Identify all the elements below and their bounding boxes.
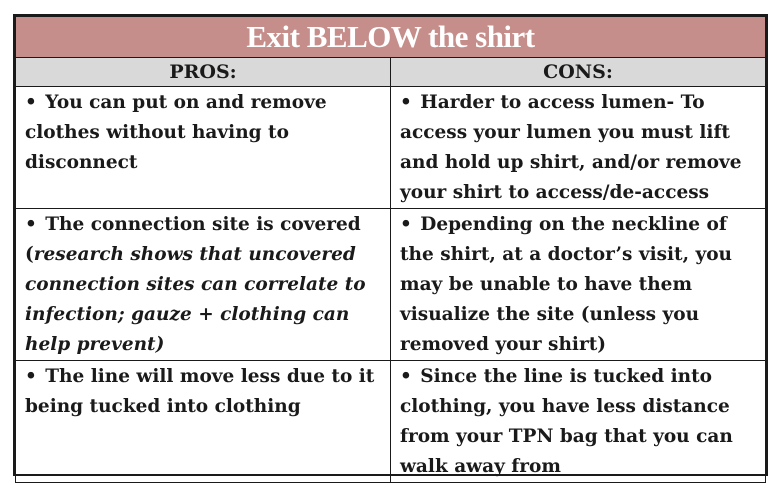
bullet-glyph: •: [400, 92, 412, 113]
pros-cons-grid: [15, 16, 766, 483]
cons-item: Depending on the neckline of the shirt, at a doctor’s visit, you may be unable to have them visualize the site (unless you removed your shirt): [400, 214, 733, 355]
cons-cell: [391, 209, 766, 361]
cons-text: [400, 88, 759, 208]
cons-item: Harder to access lumen- To access your lumen you must lift and hold up shirt, and/or remove your shirt to access/de-access: [400, 92, 742, 203]
bullet-glyph: •: [400, 366, 412, 387]
cons-cell: [391, 361, 766, 483]
bullet-glyph: •: [25, 366, 37, 387]
title-row: [16, 17, 766, 58]
pros-cell: [16, 361, 391, 483]
table-row: [16, 361, 766, 483]
pros-item: You can put on and remove clothes without having to disconnect: [25, 92, 327, 173]
pros-italic-note: research shows that uncovered connection sites can correlate to infection; gauze + clothing can help prevent): [25, 244, 366, 355]
pros-header: PROS:: [16, 58, 391, 87]
pros-text: [25, 88, 384, 178]
table-title: Exit BELOW the shirt: [16, 17, 766, 58]
cons-text: [400, 210, 759, 360]
cons-cell: [391, 87, 766, 209]
pros-cons-table: [13, 14, 768, 476]
header-row: [16, 58, 766, 87]
pros-text: [25, 210, 384, 360]
bullet-glyph: •: [400, 214, 412, 235]
bullet-glyph: •: [25, 214, 37, 235]
pros-open-paren: (: [25, 244, 34, 265]
pros-item: The line will move less due to it being tucked into clothing: [25, 366, 375, 417]
pros-item: The connection site is covered: [45, 214, 361, 235]
table-row: [16, 87, 766, 209]
bullet-glyph: •: [25, 92, 37, 113]
pros-cell: [16, 87, 391, 209]
cons-text: [400, 362, 759, 482]
pros-cell: [16, 209, 391, 361]
cons-item: Since the line is tucked into clothing, you have less distance from your TPN bag that you can walk away from: [400, 366, 733, 477]
table-row: [16, 209, 766, 361]
pros-text: [25, 362, 384, 422]
cons-header: CONS:: [391, 58, 766, 87]
